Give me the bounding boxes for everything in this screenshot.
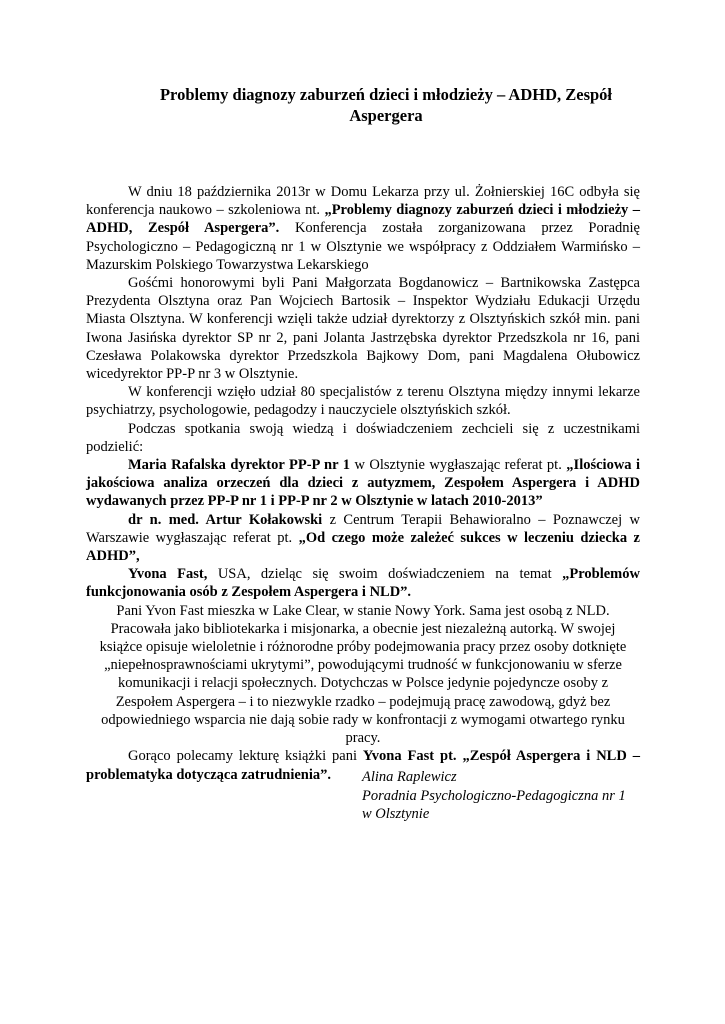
intro-text-a: W dniu 18 października 2013r w Domu Lekarza przy ul. Żołnierskiej 16C odbyła się konferencja naukowo – szkoleniowa nt. <box>86 184 640 219</box>
paragraph-guests: Gośćmi honorowymi byli Pani Małgorzata Bogdanowicz – Bartnikowska Zastępca Prezydenta Olsztyna oraz Pan Wojciech Bartosik – Inspektor Wydziału Edukacji Urzędu Miasta Olsztyna. W konferencji wzięli także udział dyrektorzy z Olsztyńskich szkół min. pani Iwona Jasińska dyrektor SP nr 2, pani Jolanta Jastrzębska dyrektor Przedszkola nr 16, pani Czesława Polakowska dyrektor Przedszkola Bajkowy Dom, pani Magdalena Ołubowicz wicedyrektor PP-P nr 3 w Olsztynie. <box>86 275 640 383</box>
paragraph-speakers-intro: Podczas spotkania swoją wiedzą i doświadczeniem zechcieli się z uczestnikami podzielić: <box>86 420 640 455</box>
intro-text-c: Konferencja została zorganizowana przez Poradnię Psychologiczno – Pedagogiczną nr 1 w Olsztynie we współpracy z Oddziałem Warmińsko – Mazurskim Polskiego Towarzystwa Lekarskiego <box>86 220 640 273</box>
speaker-fast-text: USA, dzieląc się swoim doświadczeniem na temat <box>207 566 563 583</box>
paragraph-intro <box>86 183 640 274</box>
speaker-kolakowski-name: dr n. med. Artur Kołakowski <box>128 511 323 528</box>
signature-city: w Olsztynie <box>362 806 430 822</box>
paragraph-participants: W konferencji wzięło udział 80 specjalistów z terenu Olsztyna między innymi lekarze psychiatrzy, psychologowie, pedagodzy i nauczyciele olsztyńskich szkół. <box>86 384 640 419</box>
paragraph-speaker-fast <box>86 565 640 601</box>
paragraph-fast-bio: Pani Yvon Fast mieszka w Lake Clear, w stanie Nowy York. Sama jest osobą z NLD. Pracowała jako bibliotekarka i misjonarka, a obecnie jest niezależną autorką. W swojej książce opisuje wieloletnie i różnorodne próby podejmowania pracy przez osoby dotknięte „niepełnosprawnościami ukrytymi”, powodującymi trudność w funkcjonowaniu w sferze komunikacji i relacji społecznych. Dotychczas w Polsce jedynie pojedyncze osoby z Zespołem Aspergera – i to niezwykle rzadko – podejmują pracę zawodową, gdyż bez odpowiedniego wsparcia nie dają sobie rady w konfrontacji z wymogami otwartego rynku pracy. <box>99 602 627 747</box>
speaker-rafalska-name: Maria Rafalska dyrektor PP-P nr 1 <box>128 457 350 474</box>
recommendation-text: Gorąco polecamy lekturę książki pani <box>128 748 363 765</box>
signature-name: Alina Raplewicz <box>362 769 457 785</box>
conference-title: „Problemy diagnozy zaburzeń dzieci i młodzieży – ADHD, Zespół Aspergera”. <box>86 202 641 237</box>
speaker-kolakowski-talk: „Od czego może zależeć sukces w leczeniu dziecka z ADHD”, <box>86 529 640 565</box>
document-body <box>86 183 640 784</box>
recommendation-book: Yvona Fast pt. „Zespół Aspergera i NLD – problematyka dotycząca zatrudnienia”. <box>86 748 640 783</box>
signature-organization: Poradnia Psychologiczno-Pedagogiczna nr 1 <box>362 787 626 804</box>
speaker-rafalska-talk: „Ilościowa i jakościowa analiza orzeczeń dla dzieci z autyzmem, Zespołem Aspergera i ADHD wydawanych przez PP-P nr 1 i PP-P nr 2 w Olsztynie w latach 2010-2013” <box>86 457 641 510</box>
signature-block <box>362 768 692 824</box>
speaker-fast-talk: „Problemów funkcjonowania osób z Zespołem Aspergera i NLD”. <box>86 566 640 601</box>
document-title: Problemy diagnozy zaburzeń dzieci i młodzieży – ADHD, Zespół Aspergera <box>159 85 613 125</box>
speaker-rafalska-text: w Olsztynie wygłaszając referat pt. <box>350 457 567 474</box>
paragraph-speaker-rafalska <box>86 456 640 511</box>
paragraph-speaker-kolakowski <box>86 511 640 566</box>
speaker-kolakowski-text: z Centrum Terapii Behawioralno – Poznawczej w Warszawie wygłaszając referat pt. <box>86 511 640 546</box>
speaker-fast-name: Yvona Fast, <box>128 566 208 583</box>
